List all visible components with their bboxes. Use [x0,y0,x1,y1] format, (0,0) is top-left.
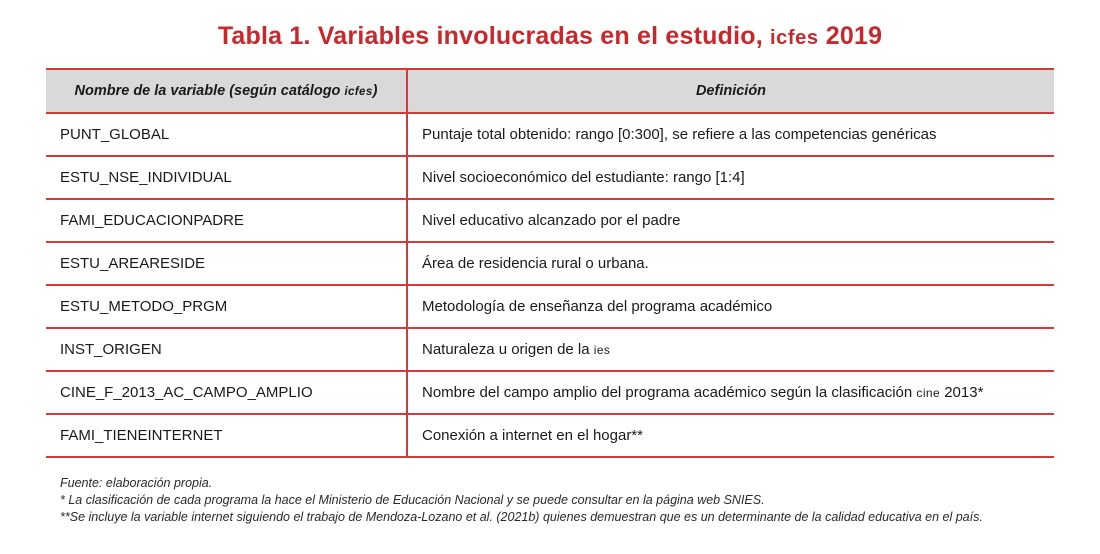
table-row [46,242,1054,285]
table-row [46,371,1054,414]
source-note: Fuente: elaboración propia. [60,476,213,490]
definition-cell: Conexión a internet en el hogar** [407,414,1054,457]
variable-cell: PUNT_GLOBAL [46,113,407,156]
table-notes [60,475,983,526]
variable-cell: ESTU_METODO_PRGM [46,285,407,328]
table-title-acronym: icfes [770,27,819,49]
table-row [46,156,1054,199]
table-title-text: Tabla 1. Variables involucradas en el estudio, [217,22,771,50]
table-row [46,414,1054,457]
table-title-year: 2019 [818,22,883,50]
table-row [46,113,1054,156]
variables-table [46,68,1054,458]
table-row [46,285,1054,328]
variable-cell: INST_ORIGEN [46,328,407,371]
definition-cell: Área de residencia rural o urbana. [407,242,1054,285]
table-row [46,328,1054,371]
column-header-definition: Definición [407,69,1054,113]
variable-cell: ESTU_NSE_INDIVIDUAL [46,156,407,199]
definition-text: Naturaleza u origen de la [422,341,594,358]
definition-acronym: ies [593,343,611,357]
definition-cell: Puntaje total obtenido: rango [0:300], se refiere a las competencias genéricas [407,113,1054,156]
variable-cell: FAMI_EDUCACIONPADRE [46,199,407,242]
table-row [46,199,1054,242]
definition-suffix: 2013* [940,384,984,401]
definition-cell: Nivel socioeconómico del estudiante: rango [1:4] [407,156,1054,199]
definition-text: Nombre del campo amplio del programa académico según la clasificación [422,384,917,401]
definition-acronym: cine [916,386,941,400]
column-header-variable-acronym: icfes [344,86,373,98]
definition-cell: Metodología de enseñanza del programa académico [407,285,1054,328]
column-header-variable-suffix: ) [372,83,378,99]
variable-cell: FAMI_TIENEINTERNET [46,414,407,457]
table-header-row [46,69,1054,113]
column-header-variable [46,69,407,113]
footnote-classification: * La clasificación de cada programa la hace el Ministerio de Educación Nacional y se puede consultar en la página web SNIES. [60,493,765,507]
footnote-internet: **Se incluye la variable internet siguiendo el trabajo de Mendoza-Lozano et al. (2021b) quienes demuestran que es un determinante de la calidad educativa en el país. [60,510,983,524]
variable-cell: CINE_F_2013_AC_CAMPO_AMPLIO [46,371,407,414]
variable-cell: ESTU_AREARESIDE [46,242,407,285]
definition-cell: Nivel educativo alcanzado por el padre [407,199,1054,242]
table-title [0,22,1100,51]
definition-cell [407,328,1054,371]
column-header-variable-text: Nombre de la variable (según catálogo [74,83,345,99]
definition-cell [407,371,1054,414]
